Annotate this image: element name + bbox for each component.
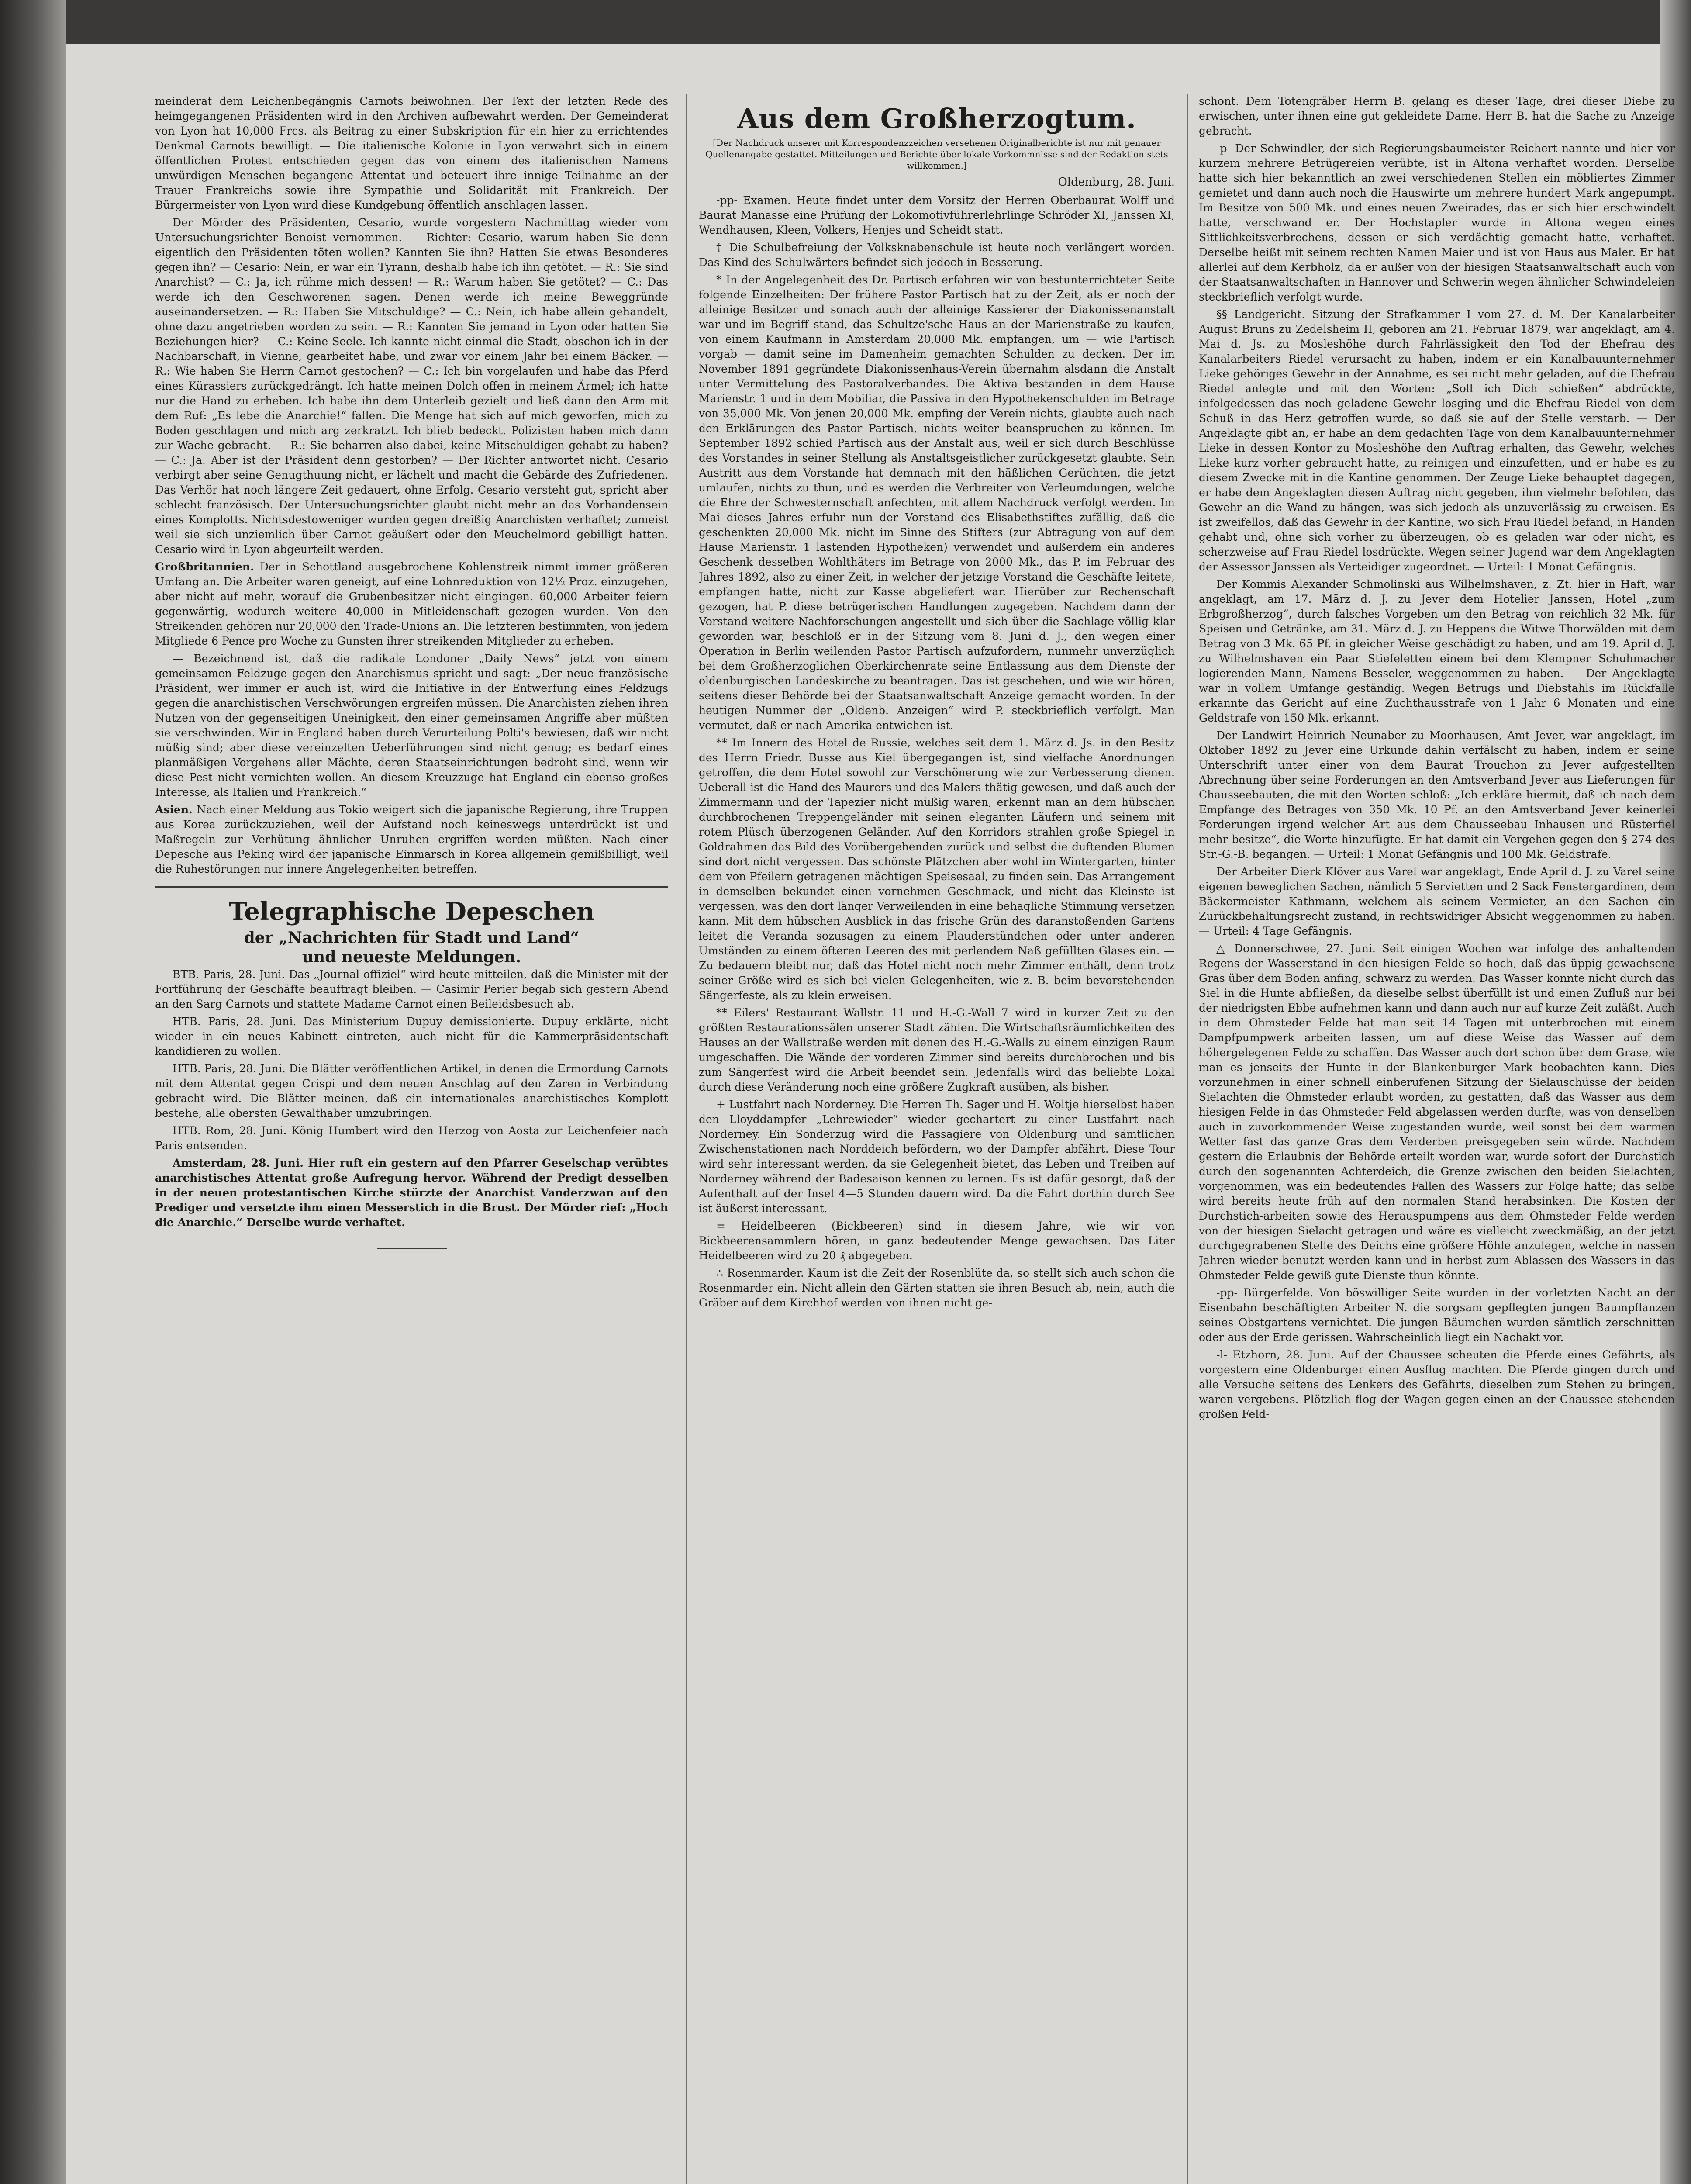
- article-paragraph: ** Eilers' Restaurant Wallstr. 11 und H.-G.-Wall 7 wird in kurzer Zeit zu den größten Restaurationssälen unserer Stadt zählen. Die Wirtschaftsräumlichkeiten des Hauses an der Wallstraße werden mit denen des H.-G.-Walls zu einem einzigen Raum umgeschaffen. Die Wände der vorderen Zimmer sind bereits durchbrochen und bis zum Sängerfest wird die Arbeit beendet sein. Jedenfalls wird das beliebte Lokal durch diese Veränderung noch eine größere Zugkraft ausüben, als bisher.: [699, 1006, 1175, 1093]
- section-title: Aus dem Großherzogtum.: [737, 103, 1136, 135]
- column-right: [1199, 94, 1675, 2184]
- telegram-paragraph: BTB. Paris, 28. Juni. Das „Journal offiziel“ wird heute mitteilen, daß die Minister mit der Fortführung der Geschäfte beauftragt bleiben. — Casimir Perier begab sich gestern Abend an den Sarg Carnots und stattete Madame Carnot einen Beileidsbesuch ab.: [155, 968, 668, 1010]
- article-paragraph: Der Mörder des Präsidenten, Cesario, wurde vorgestern Nachmittag wieder vom Untersuchungsrichter Benoist vernommen. — Richter: Cesario, warum haben Sie denn eigentlich den Präsidenten töten wollen? Kannten Sie ihn? Hatten Sie etwas Besonderes gegen ihn? — Cesario: Nein, er war ein Tyrann, deshalb habe ich ihn getötet. — R.: Sie sind Anarchist? — C.: Ja, ich rühme mich dessen! — R.: Warum haben Sie getötet? — C.: Das werde ich den Geschworenen sagen. Denen werde ich meine Beweggründe auseinandersetzen. — R.: Haben Sie Mitschuldige? — C.: Nein, ich habe allein gehandelt, ohne dazu angetrieben worden zu sein. — R.: Kannten Sie jemand in Lyon oder hatten Sie Beziehungen hier? — C.: Keine Seele. Ich kannte nicht einmal die Stadt, obschon ich in der Nachbarschaft, in Vienne, gearbeitet habe, und zwar vor einem Jahr bei einem Bäcker. — R.: Wie haben Sie Herrn Carnot gestochen? — C.: Ich bin vorgelaufen und habe das Pferd eines Kürassiers zurückgedrängt. Ich hatte meinen Dolch offen in meinem Ärmel; ich hatte nur die Hand zu erheben. Ich habe ihn dem Unterleib gezielt und ließ dann den Arm mit dem Ruf: „Es lebe die Anarchie!“ fallen. Die Menge hat sich auf mich geworfen, mich zu Boden geschlagen und mich arg zerkratzt. Ich blieb bedeckt. Polizisten haben mich dann zur Wache gebracht. — R.: Sie beharren also dabei, keine Mitschuldigen gehabt zu haben? — C.: Ja. Aber ist der Präsident denn gestorben? — Der Richter antwortet nicht. Cesario verbirgt aber seine Genugthuung nicht, er lächelt und macht die Gebärde des Zufriedenen. Das Verhör hat noch längere Zeit gedauert, ohne Erfolg. Cesario versteht gut, spricht aber schlecht französisch. Der Untersuchungsrichter glaubt nicht mehr an das Vorhandensein eines Komplotts. Nichtsdestoweniger wurden gegen dreißig Anarchisten verhaftet; zumeist weil sie sich unziemlich über Carnot geäußert oder den Meuchelmord gebilligt hatten. Cesario wird in Lyon abgeurteilt werden.: [155, 216, 668, 556]
- article-paragraph: ∴ Rosenmarder. Kaum ist die Zeit der Rosenblüte da, so stellt sich auch schon die Rosenmarder ein. Nicht allein den Gärten statten sie ihren Besuch ab, nein, auch die Gräber auf dem Kirchhof werden von ihnen nicht ge-: [699, 1267, 1175, 1309]
- article-paragraph: * In der Angelegenheit des Dr. Partisch erfahren wir von bestunterrichteter Seite folgende Einzelheiten: Der frühere Pastor Partisch hat zu der Zeit, als er noch der alleinige Besitzer und sonach auch der alleinige Kassierer der Diakonissenanstalt war und im Begriff stand, das Schultze'sche Haus an der Marienstraße zu kaufen, von einem Kaufmann in Amsterdam 20,000 Mk. empfangen, um — wie Partisch vorgab — damit seine im Damenheim gemachten Schulden zu decken. Der im November 1891 gegründete Diakonissenhaus-Verein übernahm alsdann die Anstalt unter Vermittelung des Pastoralverbandes. Die Aktiva bestanden in dem Hause Marienstr. 1 und in dem Mobiliar, die Passiva in den Hypothekenschulden im Betrage von 35,000 Mk. Von jenen 20,000 Mk. empfing der Verein nichts, glaubte auch nach den Erklärungen des Pastor Partisch, nichts weiter beanspruchen zu können. Im September 1892 schied Partisch aus der Anstalt aus, weil er sich durch Beschlüsse des Vorstandes in seiner Stellung als Anstaltsgeistlicher zurückgesetzt glaubte. Sein Austritt aus dem Vorstande hat demnach mit den häßlichen Gerüchten, die jetzt umlaufen, nichts zu thun, und es werden die Verbreiter von Verleumdungen, welche die Ehre der Schwesternschaft anfechten, mit allem Nachdruck verfolgt werden. Im Mai dieses Jahres erfuhr nun der Vorstand des Elisabethstiftes zufällig, daß die geschenkten 20,000 Mk. nicht im Sinne des Stifters (zur Abtragung von auf dem Hause Marienstr. 1 lastenden Hypotheken) verwendet und außerdem ein anderes Geschenk desselben Wohlthäters im Betrage von 2000 Mk., das P. im Februar des Jahres 1892, also zu einer Zeit, in welcher der jetzige Vorstand die Geschäfte leitete, empfangen hatte, nicht zur Kasse abgeliefert war. Hierüber zur Rechenschaft gezogen, hat P. diese betrügerischen Handlungen zugegeben. Nachdem dann der Vorstand weitere Nachforschungen angestellt und sich über die Sachlage völlig klar geworden war, beschloß er in der Sitzung vom 8. Juni d. J., den wegen einer Operation in Berlin weilenden Pastor Partisch aufzufordern, nunmehr unverzüglich bei dem Großherzoglichen Oberkirchenrate seine Entlassung aus dem Dienste der oldenburgischen Landeskirche zu beantragen. Das ist geschehen, und wie wir hören, seitens dieser Behörde bei der Staatsanwaltschaft Anzeige gemacht worden. In der heutigen Nummer der „Oldenb. Anzeigen“ wird P. steckbrieflich verfolgt. Man vermutet, daß er nach Amerika entwichen ist.: [699, 273, 1175, 732]
- book-spine: [0, 0, 66, 2184]
- end-rule: [377, 1248, 447, 1249]
- section-heading: Großbritannien.: [155, 560, 254, 573]
- article-paragraph: † Die Schulbefreiung der Volksknabenschule ist heute noch verlängert worden. Das Kind des Schulwärters befindet sich jedoch in Besserung.: [699, 241, 1175, 269]
- article-paragraph: Der Arbeiter Dierk Klöver aus Varel war angeklagt, Ende April d. J. zu Varel seine eigenen beweglichen Sachen, nämlich 5 Servietten und 2 Sack Fenstergardinen, dem Bäckermeister Kathmann, welchem als seinem Vermieter, an den Sachen ein Zurückbehaltungsrecht zustand, in rechtswidriger Absicht weggenommen zu haben. — Urteil: 4 Tage Gefängnis.: [1199, 865, 1675, 937]
- article-paragraph: Der Kommis Alexander Schmolinski aus Wilhelmshaven, z. Zt. hier in Haft, war angeklagt, am 17. März d. J. zu Jever dem Hotelier Janssen, Hotel „zum Erbgroßherzog“, durch falsches Vorgeben um den Betrag von reichlich 32 Mk. für Speisen und Getränke, am 31. März d. J. zu Heppens die Witwe Thorwälden mit dem Betrag von 3 Mk. 65 Pf. in gleicher Weise geschädigt zu haben, und am 19. April d. J. zu Wilhelmshaven ein Paar Stiefeletten einem bei dem Klempner Schuhmacher logierenden Mann, Namens Besseler, weggenommen zu haben. — Der Angeklagte war in vollem Umfange geständig. Wegen Betrugs und Diebstahls im Rückfalle erkannte das Gericht auf eine Zuchthausstrafe von 1 Jahr 6 Monaten und eine Geldstrafe von 150 Mk. erkannt.: [1199, 578, 1675, 724]
- article-paragraph: ** Im Innern des Hotel de Russie, welches seit dem 1. März d. Js. in den Besitz des Herrn Friedr. Busse aus Kiel übergegangen ist, sind vielfache Anordnungen getroffen, die dem Hotel sowohl zur Verschönerung wie zur Verbesserung dienen. Ueberall ist die Hand des Maurers und des Malers thätig gewesen, und daß auch der Zimmermann und der Tapezier nicht müßig waren, erkennt man an dem hübschen durchbrochenen Treppengeländer mit seinen eleganten Läufern und seinem mit rotem Plüsch überzogenen Geländer. Auf den Korridors strahlen große Spiegel in Goldrahmen das Bild des Vorübergehenden zurück und selbst die duftenden Blumen sind dort nicht vergessen. Das schönste Plätzchen aber wohl im Wintergarten, hinter dem von Pfeilern getragenen mächtigen Speisesaal, zu finden sein. Das Arrangement in demselben bekundet einen vornehmen Geschmack, und nicht das Kleinste ist vergessen, was den dort länger Verweilenden in eine behagliche Stimmung versetzen kann. Mit dem hübschen Ausblick in das frische Grün des daranstoßenden Gartens leitet die Veranda sozusagen zu einem Plauderstündchen oder unter anderen Umständen zu einem öfteren Leeren des mit perlendem Naß gefüllten Glases ein. — Zu bedauern bleibt nur, daß das Hotel nicht noch mehr Zimmer enthält, denn trotz seiner Größe wird es sich bei vielen Gelegenheiten, wie z. B. beim bevorstehenden Sängerfeste, als zu klein erweisen.: [699, 736, 1175, 1002]
- article-paragraph: Der in Schottland ausgebrochene Kohlenstreik nimmt immer größeren Umfang an. Die Arbeiter waren geneigt, auf eine Lohnreduktion von 12½ Proz. einzugehen, aber nicht auf mehr, worauf die Grubenbesitzer nicht eingingen. 60,000 Arbeiter feiern gegenwärtig, wodurch weitere 40,000 in Mitleidenschaft gezogen wurden. Von den Streikenden gehören nur 20,000 den Trade-Unions an. Die letzteren bestimmten, von jedem Mitgliede 6 Pence pro Woche zu Gunsten ihrer streikenden Mitglieder zu erheben.: [155, 560, 668, 647]
- column-divider: [686, 94, 687, 2184]
- article-paragraph: — Bezeichnend ist, daß die radikale Londoner „Daily News“ jetzt von einem gemeinsamen Feldzuge gegen den Anarchismus spricht und sagt: „Der neue französische Präsident, wer immer er auch ist, wird die Initiative in der Entwerfung eines Feldzugs gegen die anarchistischen Verschwörungen ergreifen müssen. Die Anarchisten ziehen ihren Nutzen von der gegenseitigen Uneinigkeit, den einer gemeinsamen Angriffe aber müßten sie verschwinden. Wir in England haben durch Verurteilung Polti's bewiesen, daß wir nicht müßig sind; aber diese vereinzelten Ueberführungen sind nicht genug; es bedarf eines planmäßigen Vorgehens aller Mächte, deren Staatseinrichtungen bedroht sind, wenn wir diese Pest nicht vernichten wollen. An diesem Kreuzzuge hat England ein ebenso großes Interesse, als Italien und Frankreich.“: [155, 652, 668, 798]
- column-divider: [1187, 94, 1188, 2184]
- column-left: [155, 94, 668, 2184]
- telegram-paragraph: HTB. Paris, 28. Juni. Die Blätter veröffentlichen Artikel, in denen die Ermordung Carnots mit dem Attentat gegen Crispi und dem neuen Anschlag auf den Zaren in Verbindung gebracht wird. Die Blätter meinen, daß ein internationales anarchistisches Komplott bestehe, alle obersten Gewalthaber umzubringen.: [155, 1062, 668, 1120]
- telegram-paragraph: HTB. Rom, 28. Juni. König Humbert wird den Herzog von Aosta zur Leichenfeier nach Paris entsenden.: [155, 1124, 668, 1152]
- article-paragraph: + Lustfahrt nach Norderney. Die Herren Th. Sager und H. Woltje hierselbst haben den Lloyddampfer „Lehrewieder“ wieder gechartert zu einer Lustfahrt nach Norderney. Ein Sonderzug wird die Passagiere von Oldenburg und sämtlichen Zwischenstationen nach Norddeich befördern, wo der Dampfer abfährt. Diese Tour wird sehr interessant werden, da sie Gelegenheit bietet, das Leben und Treiben auf Norderney während der Badesaison kennen zu lernen. Es ist dafür gesorgt, daß der Aufenthalt auf der Insel 4—5 Stunden dauern wird. Da die Fahrt dorthin durch See ist äußerst interessant.: [699, 1098, 1175, 1215]
- reprint-note: [Der Nachdruck unserer mit Korrespondenzzeichen versehenen Originalberichte ist nur mit genauer Quellenangabe gestattet. Mitteilungen und Berichte über lokale Vorkommnisse sind der Redaktion stets willkommen.]: [705, 138, 1168, 171]
- article-paragraph: -l- Etzhorn, 28. Juni. Auf der Chaussee scheuten die Pferde eines Gefährts, als vorgestern eine Oldenburger einen Ausflug machten. Die Pferde gingen durch und alle Versuche seitens des Lenkers des Gefährts, dieselben zum Stehen zu bringen, waren vergebens. Plötzlich flog der Wagen gegen einen an der Chaussee stehenden großen Feld-: [1199, 1348, 1675, 1420]
- article-paragraph: △ Donnerschwee, 27. Juni. Seit einigen Wochen war infolge des anhaltenden Regens der Wasserstand in den hiesigen Felde so hoch, daß das üppig gewachsene Gras über dem Boden anfing, schwarz zu werden. Das Wasser konnte nicht durch das Siel in die Hunte abfließen, da dieselbe selbst überfüllt ist und einen Zufluß nur bei der niedrigsten Ebbe aufnehmen kann und dann auch nur auf kurze Zeit zuläßt. Auch in dem Ohmsteder Felde hat man seit 14 Tagen mit unterbrochen mit einem Dampfpumpwerk arbeiten lassen, um auf diese Weise das Wasser auf dem höhergelegenen Felde zu schaffen. Das Wasser auch dort schon über dem Grase, wie man es jenseits der Hunte in der Blankenburger Mark beobachten kann. Dies vorzunehmen in einer schnell einberufenen Sitzung der Sielauschüsse der beiden Sielachten die Ohmsteder erlaubt worden, zu gestatten, daß das Wasser aus dem hiesigen Felde in das Ohmsteder Feld abgelassen werden durfte, was von denselben auch in zuvorkommender Weise zugestanden wurde, weil sonst bei dem warmen Wetter fast das ganze Gras dem Verderben preisgegeben sein würde. Nachdem gestern die Erlaubnis der Behörde erteilt worden war, wurde sofort der Durchstich durch den sogenannten Achterdeich, die Grenze zwischen den beiden Sielachten, vorgenommen, was ein bedeutendes Fallen des Wassers zur Folge hatte; das selbe wird bereits heute früh auf den normalen Stand herabsinken. Die Kosten der Durchstich-arbeiten sowie des Herauspumpens aus dem Ohmsteder Felde werden von der hiesigen Sielacht getragen und wäre es vielleicht zweckmäßig, an der jetzt durchgegrabenen Stelle des Deichs eine größere Höhle anzulegen, welche in nassen Jahren wieder benutzt werden kann und in herbst zum Ablassen des Wassers in das Ohmsteder Felde gewiß gute Dienste thun könnte.: [1199, 942, 1675, 1282]
- article-paragraph: Nach einer Meldung aus Tokio weigert sich die japanische Regierung, ihre Truppen aus Korea zurückzuziehen, weil der Aufstand noch keineswegs unterdrückt ist und Maßregeln zur Verhütung ähnlicher Unruhen ergriffen werden müßten. Nach einer Depesche aus Peking wird der japanische Einmarsch in Korea allgemein gemißbilligt, weil die Ruhestörungen nur innere Angelegenheiten betreffen.: [155, 803, 668, 875]
- article-paragraph: = Heidelbeeren (Bickbeeren) sind in diesem Jahre, wie wir von Bickbeerensammlern hören, in ganz bedeutender Menge gewachsen. Das Liter Heidelbeeren wird zu 20 ₰ abgegeben.: [699, 1220, 1175, 1262]
- section-heading: Asien.: [155, 803, 193, 816]
- article-paragraph: Der Landwirt Heinrich Neunaber zu Moorhausen, Amt Jever, war angeklagt, im Oktober 1892 zu Jever eine Urkunde dahin verfälscht zu haben, indem er seine Unterschrift unter einer von dem Baurat Trouchon zu Jever aufgestellten Abrechnung über seine Forderungen an den Amtsverband Jever aus Lieferungen für Chausseebauten, die mit den Worten schloß: „Ich erkläre hiermit, daß ich nach dem Empfange des Betrages von 350 Mk. 10 Pf. an den Amtsverband Jever keinerlei Forderungen irgend welcher Art aus dem Chausseebau Inhausen und Rüsterfiel mehr besitze“, die Worte hinzufügte. Er hat damit ein Vergehen gegen den § 274 des Str.-G.-B. begangen. — Urteil: 1 Monat Gefängnis und 100 Mk. Geldstrafe.: [1199, 729, 1675, 860]
- dateline: Oldenburg, 28. Juni.: [1058, 176, 1175, 189]
- telegram-paragraph: Amsterdam, 28. Juni. Hier ruft ein gestern auf den Pfarrer Geselschap verübtes anarchistisches Attentat große Aufregung hervor. Während der Predigt desselben in der neuen protestantischen Kirche stürzte der Anarchist Vanderzwan auf den Prediger und versetzte ihm einen Messerstich in die Brust. Der Mörder rief: „Hoch die Anarchie.“ Derselbe wurde verhaftet.: [155, 1157, 668, 1229]
- article-paragraph: §§ Landgericht. Sitzung der Strafkammer I vom 27. d. M. Der Kanalarbeiter August Bruns zu Zedelsheim II, geboren am 21. Februar 1879, war angeklagt, am 4. Mai d. Js. zu Mosleshöhe durch Fahrlässigkeit den Tod der Ehefrau des Kanalarbeiters Riedel verursacht zu haben, indem er ein Kanalbauunternehmer Lieke gehöriges Gewehr in der Annahme, es sei nicht mehr geladen, auf die Ehefrau Riedel anlegte und mit den Worten: „Soll ich Dich schießen“ abdrückte, infolgedessen das noch geladene Gewehr losging und die Ehefrau Riedel von dem Schuß in das Herz getroffen wurde, so daß sie auf der Stelle verstarb. — Der Angeklagte gibt an, er habe an dem gedachten Tage von dem Kanalbauunternehmer Lieke in dessen Kontor zu Mosleshöhe den Auftrag erhalten, das Gewehr, welches Lieke kurz vorher gebraucht hatte, zu reinigen und einzufetten, und er habe es zu diesem Zwecke mit in die Kantine genommen. Der Zeuge Lieke behauptet dagegen, er habe dem Angeklagten diesen Auftrag nicht gegeben, ihm vielmehr befohlen, das Gewehr an die Wand zu hängen, was sich jedoch als unzuverlässig zu erweisen. Es ist zweifellos, daß das Gewehr in der Kantine, wo sich Frau Riedel befand, in Händen gehabt und, ohne sich vorher zu überzeugen, ob es geladen war oder nicht, es scherzweise auf Frau Riedel losdrückte. Wegen seiner Jugend war dem Angeklagten der Assessor Janssen als Verteidiger zugeordnet. — Urteil: 1 Monat Gefängnis.: [1199, 308, 1675, 573]
- article-paragraph: meinderat dem Leichenbegängnis Carnots beiwohnen. Der Text der letzten Rede des heimgegangenen Präsidenten wird in den Archiven aufbewahrt werden. Der Gemeinderat von Lyon hat 10,000 Frcs. als Beitrag zu einer Subskription für ein hier zu errichtendes Denkmal Carnots bewilligt. — Die italienische Kolonie in Lyon verwahrt sich in einem öffentlichen Protest entschieden gegen das von einem des italienischen Namens unwürdigen Menschen begangene Attentat und beteuert ihre innige Teilnahme an der Trauer Frankreichs sowie ihre Sympathie und Solidarität mit Frankreich. Der Bürgermeister von Lyon wird diese Kundgebung öffentlich anschlagen lassen.: [155, 95, 668, 211]
- article-paragraph: -pp- Examen. Heute findet unter dem Vorsitz der Herren Oberbaurat Wolff und Baurat Manasse eine Prüfung der Lokomotivführerlehrlinge Schröder XI, Janssen XI, Wendhausen, Kleen, Volkers, Henjes und Scheidt statt.: [699, 194, 1175, 236]
- section-subtitle: und neueste Meldungen.: [302, 948, 521, 966]
- column-middle: [699, 94, 1175, 2184]
- section-title: Telegraphische Depeschen: [229, 897, 594, 926]
- article-paragraph: -p- Der Schwindler, der sich Regierungsbaumeister Reichert nannte und hier vor kurzem mehrere Betrügereien verübte, ist in Altona verhaftet worden. Derselbe hatte sich hier bekanntlich an zwei verschiedenen Stellen ein möbliertes Zimmer gemietet und dann auch noch die Hauswirte um mehrere hundert Mark angepumpt. Im Besitze von 500 Mk. und eines neuen Zweirades, das er sich hier erschwindelt hatte, verschwand er. Der Hochstapler wurde in Altona wegen eines Sittlichkeitsverbrechens, dessen er sich verdächtig gemacht hatte, verhaftet. Derselbe heißt mit seinem rechten Namen Maier und ist von Haus aus Maler. Er hat allerlei auf dem Kerbholz, da er außer von der hiesigen Staatsanwaltschaft auch von der Staatsanwaltschaften in Hannover und Schwerin wegen ähnlicher Schwindeleien steckbrieflich verfolgt wurde.: [1199, 142, 1675, 303]
- article-paragraph: -pp- Bürgerfelde. Von böswilliger Seite wurden in der vorletzten Nacht an der Eisenbahn beschäftigten Arbeiter N. die sorgsam gepflegten jungen Baumpflanzen seines Obstgartens vernichtet. Die jungen Bäumchen wurden sämtlich zerschnitten oder aus der Erde gerissen. Wahrscheinlich liegt ein Nachakt vor.: [1199, 1286, 1675, 1344]
- section-subtitle: der „Nachrichten für Stadt und Land“: [244, 929, 580, 947]
- article-paragraph: schont. Dem Totengräber Herrn B. gelang es dieser Tage, drei dieser Diebe zu erwischen, unter ihnen eine gut gekleidete Dame. Herr B. hat die Sache zu Anzeige gebracht.: [1199, 95, 1675, 137]
- telegram-paragraph: HTB. Paris, 28. Juni. Das Ministerium Dupuy demissionierte. Dupuy erklärte, nicht wieder in ein neues Kabinett eintreten, auch nicht für die Kammerpräsidentschaft kandidieren zu wollen.: [155, 1015, 668, 1057]
- section-rule: [155, 886, 668, 888]
